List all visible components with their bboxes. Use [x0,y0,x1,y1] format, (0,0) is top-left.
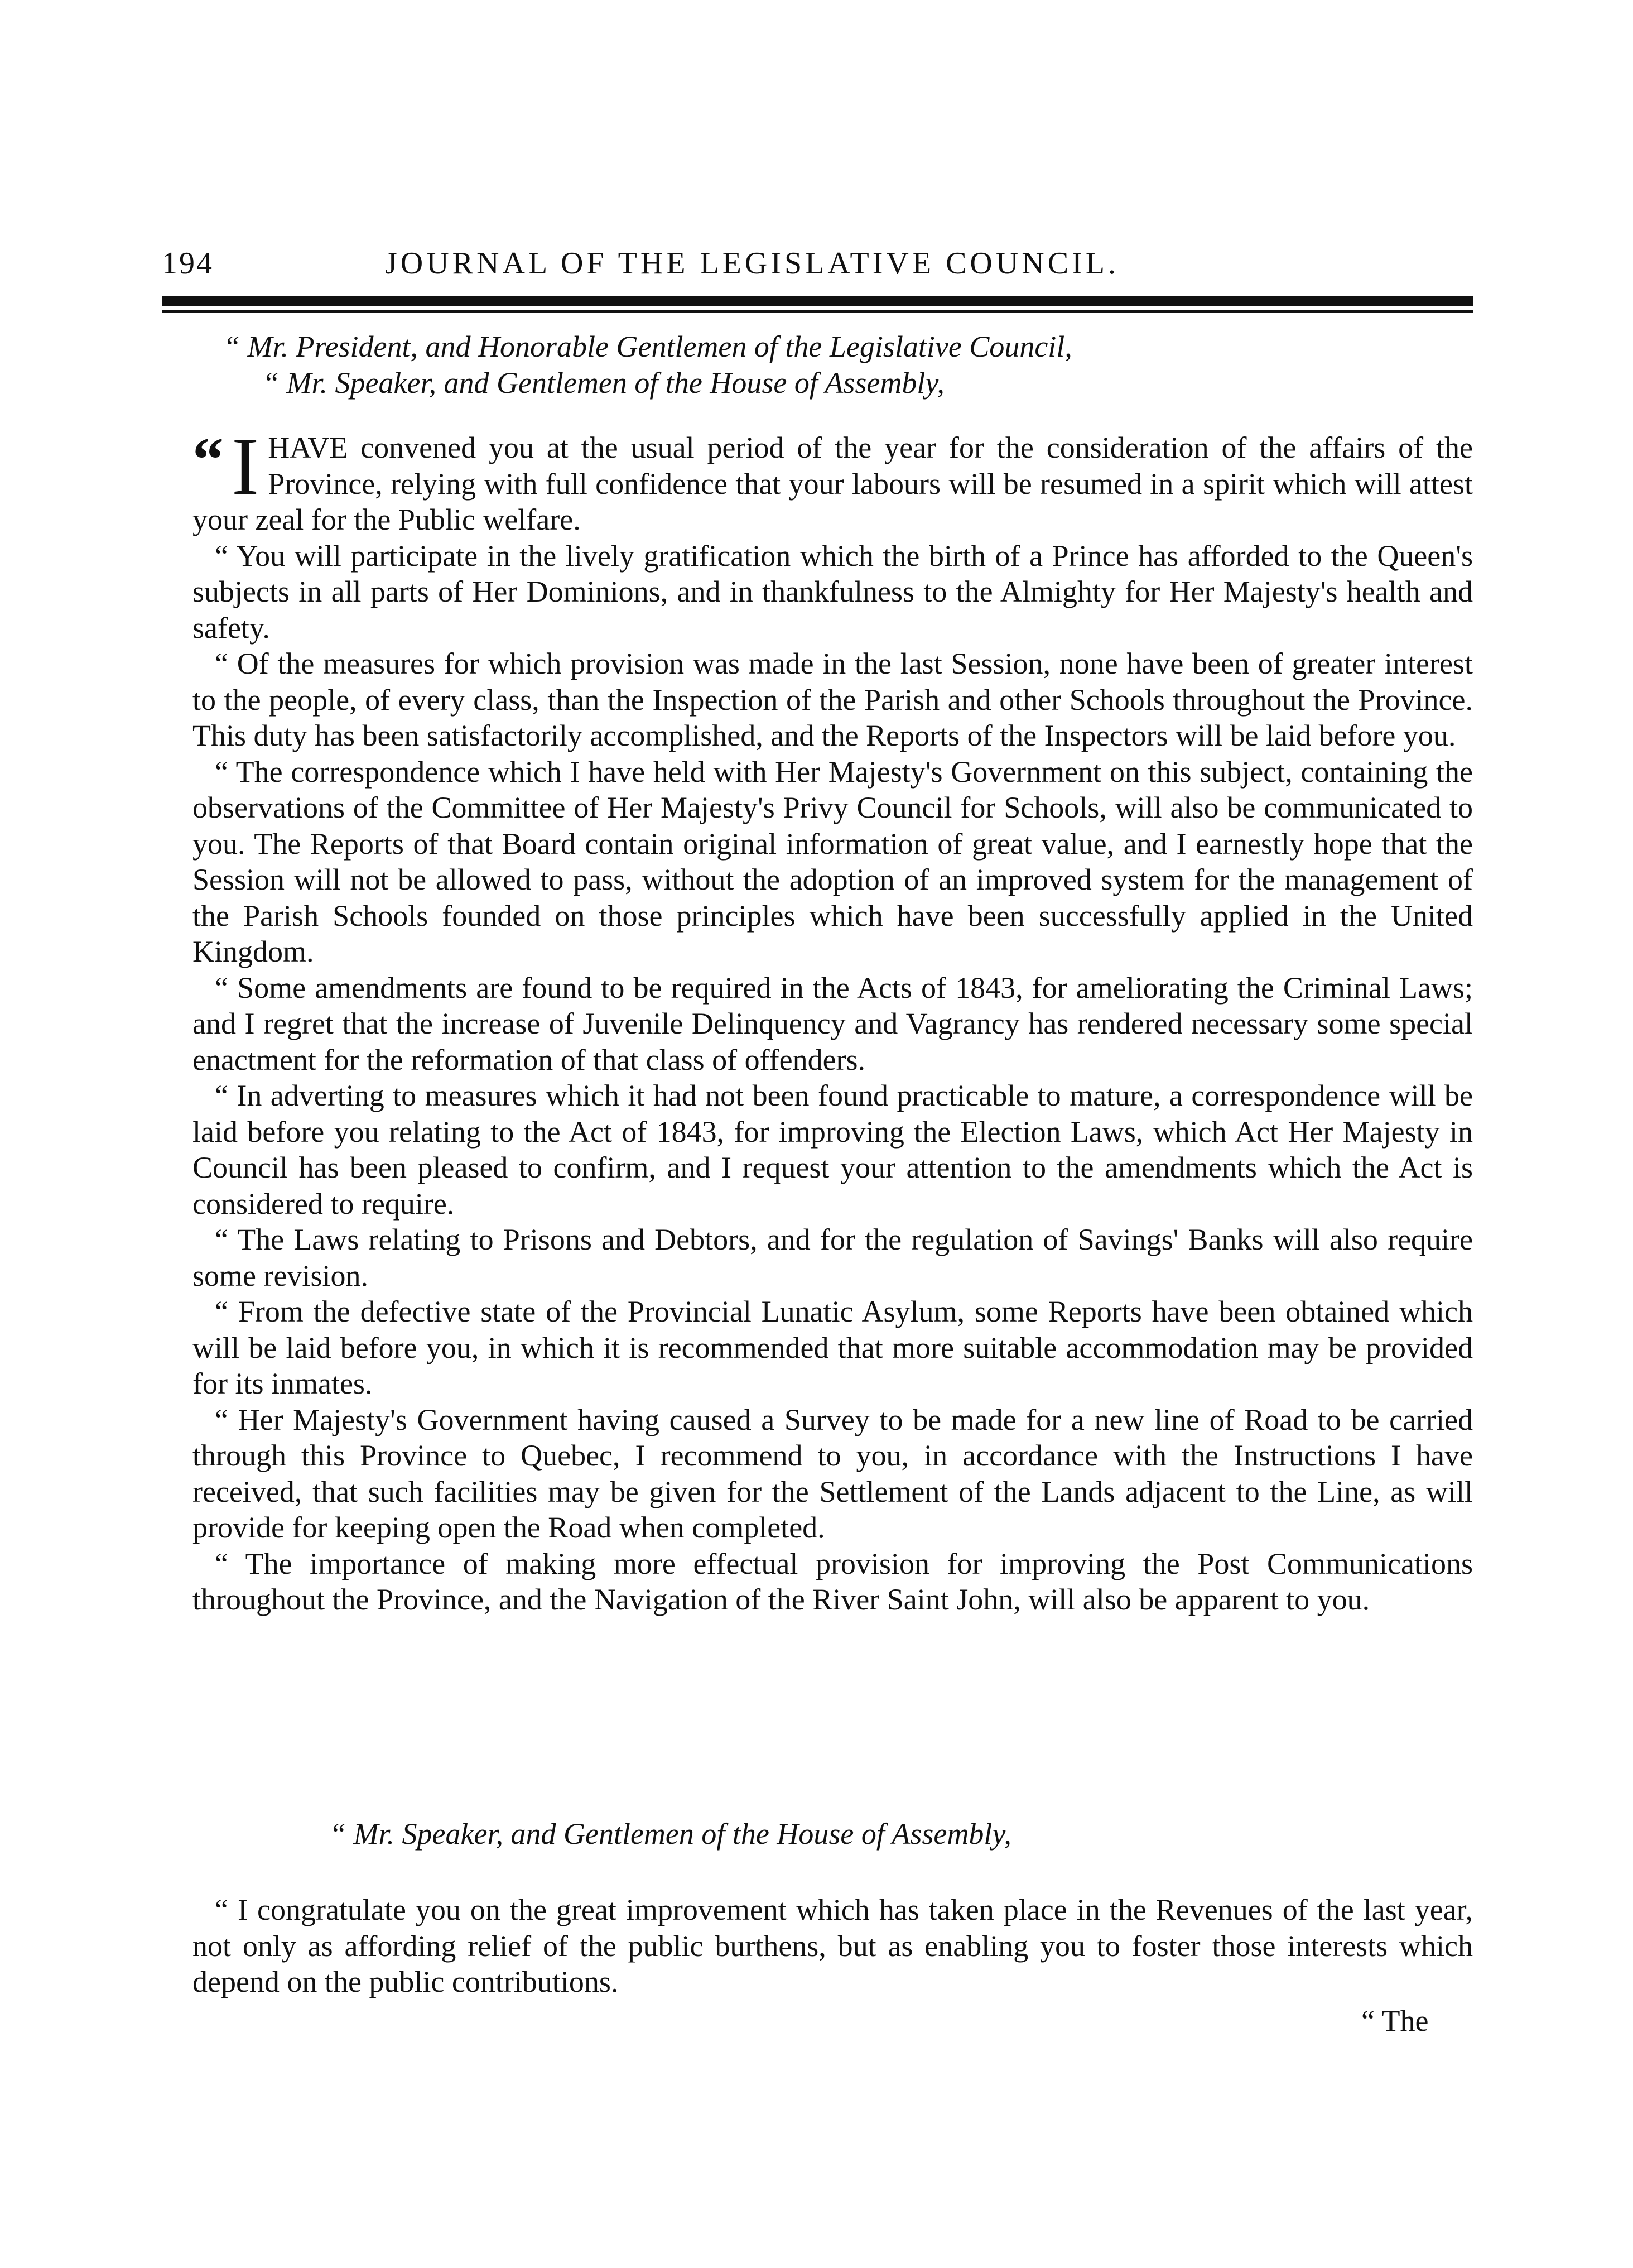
salutation-assembly-second: “ Mr. Speaker, and Gentlemen of the House of Assembly, [329,1817,1011,1851]
opening-text: HAVE convened you at the usual period of the year for the consideration of the affairs of the Province, relying with full confidence that your labours will be resumed in a spirit which will attest your zeal for the Public welfare. [192,431,1473,536]
paragraph: “ You will participate in the lively gratification which the birth of a Prince has afforded to the Queen's subjects in all parts of Her Dominions, and in thankfulness to the Almighty for Her Majesty's health and safety. [192,539,1473,645]
salutation-assembly: “ Mr. Speaker, and Gentlemen of the House of Assembly, [262,366,945,400]
paragraph: “ I congratulate you on the great improvement which has taken place in the Revenues of the last year, not only as affording relief of the public burthens, but as enabling you to foster those interests which depend on the public contributions. [192,1893,1473,1998]
page-number: 194 [162,246,214,281]
paragraph: “ In adverting to measures which it had not been found practicable to mature, a correspondence will be laid before you relating to the Act of 1843, for improving the Election Laws, which Act Her Majesty in Council has been pleased to confirm, and I request your attention to the amendments which the Act is considered to require. [192,1079,1473,1221]
assembly-section [192,1892,1473,2000]
paragraph: “ The correspondence which I have held with Her Majesty's Government on this subject, containing the observations of the Committee of Her Majesty's Privy Council for Schools, will also be communicated to you. The Reports of that Board contain original information of great value, and I earnestly hope that the Session will not be allowed to pass, without the adoption of an improved system for the management of the Parish Schools founded on those principles which have been successfully applied in the United Kingdom. [192,755,1473,968]
catchword: “ The [1361,2004,1429,2038]
paragraph: “ Of the measures for which provision was made in the last Session, none have been of greater interest to the people, of every class, than the Inspection of the Parish and other Schools throughout the Province. This duty has been satisfactorily accomplished, and the Reports of the Inspectors will be laid before you. [192,647,1473,752]
page-header [162,234,1478,290]
salutation-council: “ Mr. President, and Honorable Gentlemen of the Legislative Council, [223,330,1072,363]
running-head: JOURNAL OF THE LEGISLATIVE COUNCIL. [385,246,1119,281]
paragraph: “ From the defective state of the Provincial Lunatic Asylum, some Reports have been obtained which will be laid before you, in which it is recommended that more suitable accommodation may be provided for its inmates. [192,1295,1473,1400]
paragraph: “ Her Majesty's Government having caused a Survey to be made for a new line of Road to be carried through this Province to Quebec, I recommend to you, in accordance with the Instructions I have received, that such facilities may be given for the Settlement of the Lands adjacent to the Line, as will provide for keeping open the Road when completed. [192,1402,1473,1544]
drop-cap: I [232,421,259,512]
opening-paragraph [192,421,1473,538]
header-rule-thin [162,310,1473,313]
speech-body [192,421,1473,1618]
paragraph: “ Some amendments are found to be required in the Acts of 1843, for ameliorating the Criminal Laws; and I regret that the increase of Juvenile Delinquency and Vagrancy has rendered necessary some special enactment for the reformation of that class of offenders. [192,970,1473,1077]
header-rule [162,296,1473,306]
paragraph: “ The Laws relating to Prisons and Debtors, and for the regulation of Savings' Banks will also require some revision. [192,1223,1473,1292]
paragraph: “ The importance of making more effectual provision for improving the Post Communications throughout the Province, and the Navigation of the River Saint John, will also be apparent to you. [192,1546,1473,1616]
opening-quote-mark: “ [192,425,220,494]
